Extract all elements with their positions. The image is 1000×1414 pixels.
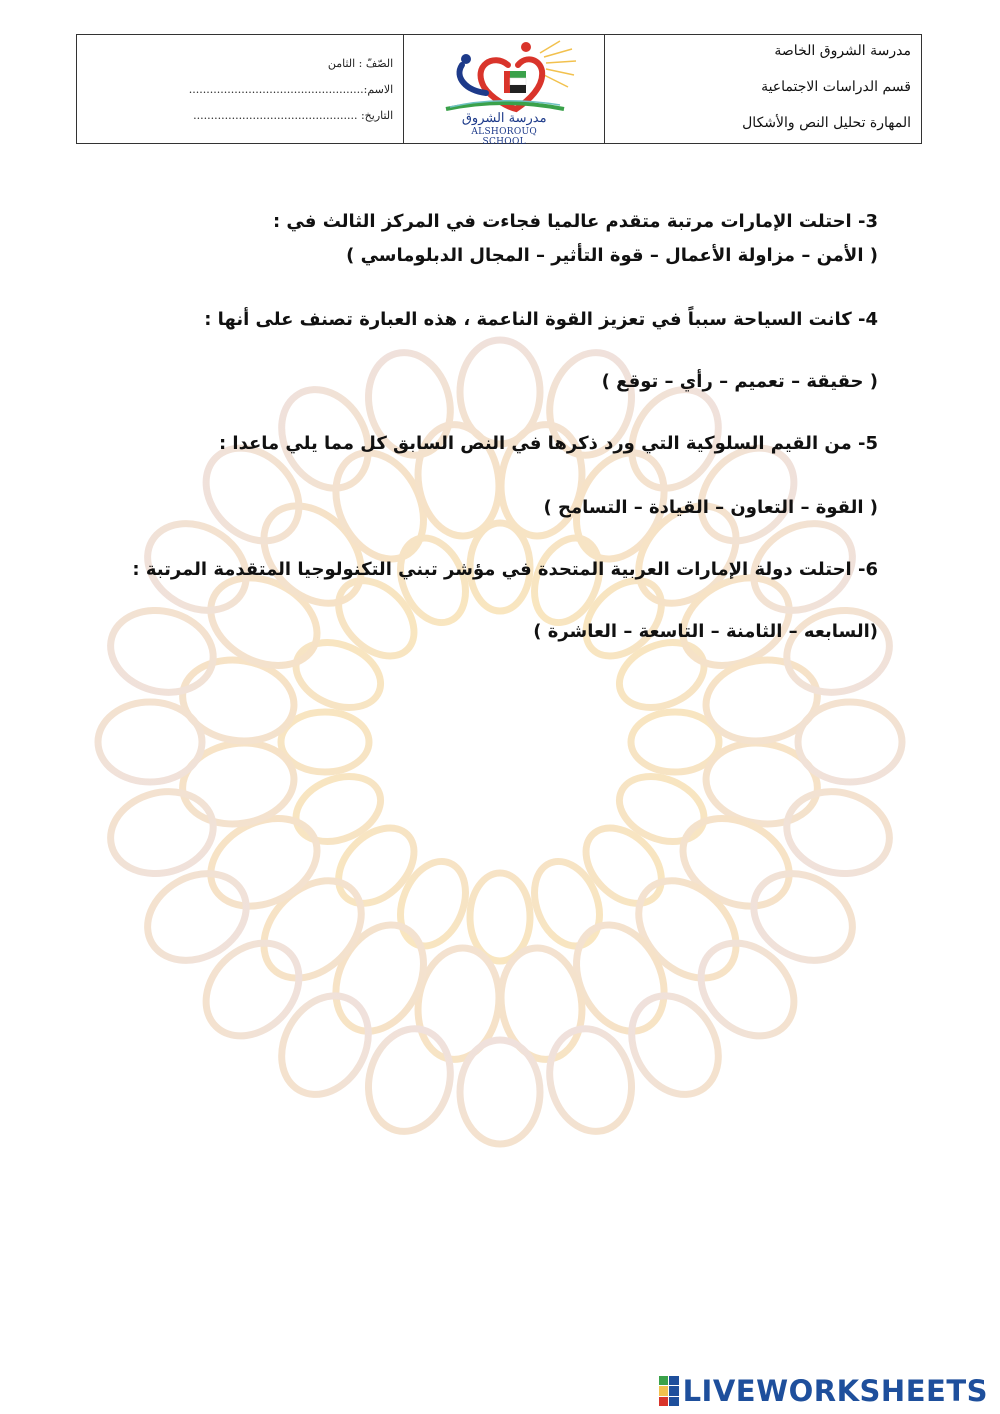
watermark-petal [620,862,756,998]
skill-title: المهارة تحليل النص والأشكال [742,115,911,131]
watermark-petal [324,813,429,918]
liveworksheets-logo-icon [659,1376,679,1406]
watermark-petal [682,924,812,1054]
watermark-petal [286,630,390,719]
watermark-petal [101,599,222,703]
watermark-petal [610,764,714,853]
liveworksheets-brand[interactable] [659,1374,988,1408]
name-field [189,83,393,96]
watermark-petal [187,924,317,1054]
watermark-petal [101,781,222,885]
name-label: الاسم: [363,83,394,96]
red-dot [521,42,531,52]
school-name: مدرسة الشروق الخاصة [774,43,911,59]
date-label: التاريخ: [360,109,394,122]
logo-english-text: ALSHOROUQ SCHOOL [471,127,538,147]
question-6-options[interactable]: (السابعه – الثامنة – التاسعة – العاشرة ) [533,621,878,642]
question-4-options[interactable]: ( حقيقة – تعميم – رأي – توقع ) [601,371,878,392]
question-3-options[interactable]: ( الأمن – مزاولة الأعمال – قوة التأثير – المجال الدبلوماسي ) [346,245,878,266]
logo-arabic-text: مدرسة الشروق [461,111,547,126]
school-info-cell [604,35,921,143]
student-info-cell [77,35,403,143]
liveworksheets-wordmark: LIVEWORKSHEETS [682,1374,988,1408]
watermark-petal [470,873,530,961]
date-field [193,109,393,122]
watermark-petal [286,764,390,853]
watermark-petal [522,852,611,956]
question-5-prompt: 5- من القيم السلوكية التي ورد ذكرها في النص السابق كل مما يلي ماعدا : [218,433,878,454]
watermark-petal [571,813,676,918]
watermark-petal [245,487,381,623]
grade-label: الصّفّ : الثامن [327,57,394,70]
header-table [76,34,922,147]
watermark-petal [798,702,902,782]
watermark-petal [778,599,899,703]
question-5-options[interactable]: ( القوة – التعاون – القيادة – التسامح ) [543,497,878,518]
watermark-petal [281,712,369,772]
question-3-prompt: 3- احتلت الإمارات مرتبة متقدم عالميا فجاءت في المركز الثالث في : [272,211,878,232]
department-name: قسم الدراسات الاجتماعية [761,79,911,95]
question-6-prompt: 6- احتلت دولة الإمارات العربية المتحدة في مؤشر تبني التكنولوجيا المتقدمة المرتبة : [132,559,878,580]
watermark-petal [388,852,477,956]
watermark-petal [98,702,202,782]
watermark-petal [522,528,611,632]
uae-flag-icon [504,71,526,93]
watermark-petal [388,528,477,632]
watermark-petal [631,712,719,772]
question-4-prompt: 4- كانت السياحة سبباً في تعزيز القوة الناعمة ، هذه العبارة تصنف على أنها : [204,309,878,330]
watermark-petal [324,566,429,671]
date-dots: ............................................... [193,109,358,122]
blue-dot [461,54,471,64]
watermark-petal [460,340,540,444]
logo-cell [403,35,604,147]
name-dots: .................................................. [188,83,364,96]
watermark-petal [460,1040,540,1144]
watermark-petal [357,1020,461,1141]
watermark-petal [778,781,899,885]
watermark-petal [245,862,381,998]
watermark-petal [610,630,714,719]
sun-rays [540,41,576,87]
watermark-petal [539,1020,643,1141]
watermark-petal [571,566,676,671]
